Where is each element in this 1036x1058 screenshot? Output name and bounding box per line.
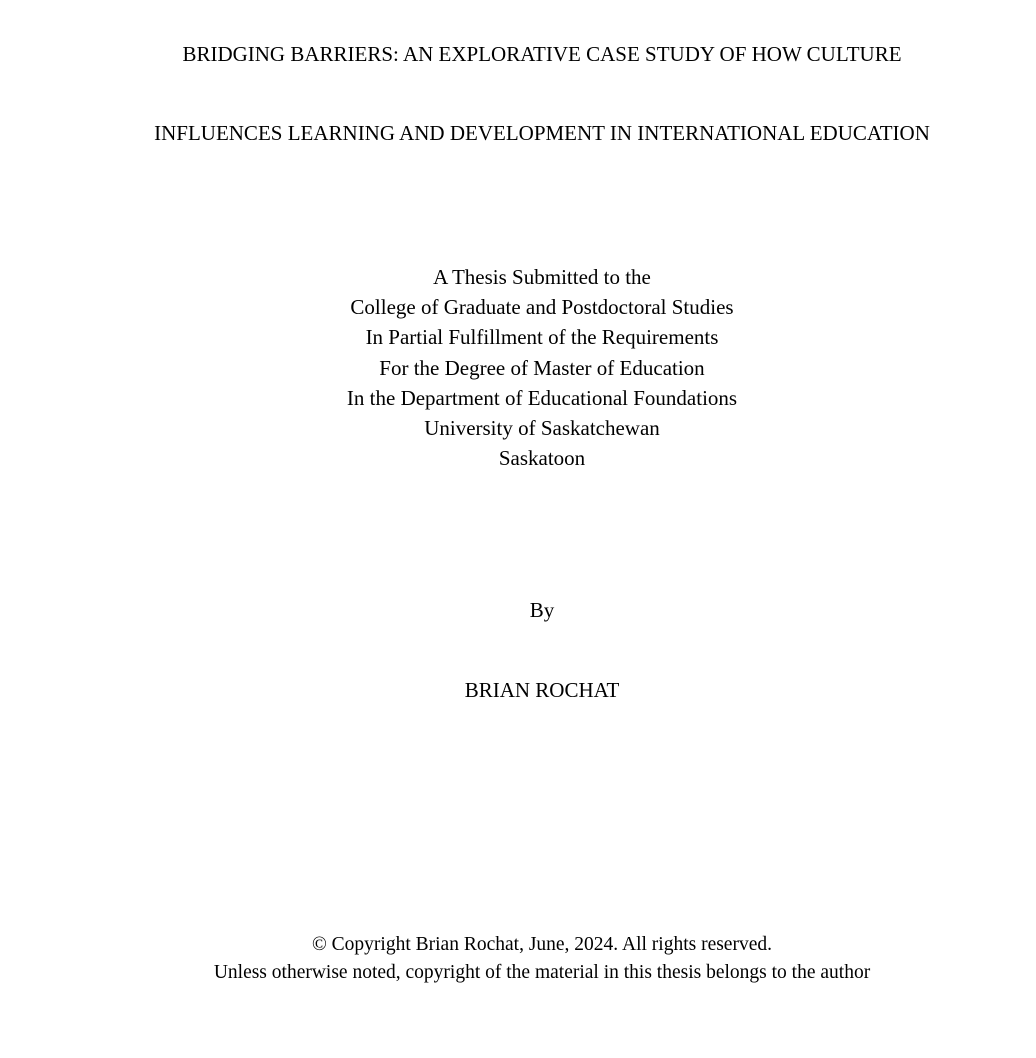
submission-line: College of Graduate and Postdoctoral Studies: [350, 295, 734, 320]
copyright-line-2: Unless otherwise noted, copyright of the material in this thesis belongs to the author: [213, 962, 871, 983]
submission-line: For the Degree of Master of Education: [379, 355, 705, 380]
submission-statement: [0, 262, 1036, 473]
copyright-line-1: © Copyright Brian Rochat, June, 2024. All rights reserved.: [311, 934, 772, 955]
copyright-notice: [0, 931, 1036, 987]
submission-line: In the Department of Educational Foundations: [346, 385, 738, 410]
submission-line: Saskatoon: [498, 446, 586, 471]
submission-line: A Thesis Submitted to the: [433, 265, 651, 289]
submission-line: University of Saskatchewan: [424, 416, 660, 441]
submission-line: In Partial Fulfillment of the Requirements: [365, 325, 719, 350]
byline-by: By: [529, 598, 555, 622]
title-line-1: BRIDGING BARRIERS: AN EXPLORATIVE CASE STUDY OF HOW CULTURE: [182, 42, 902, 66]
author-name: BRIAN ROCHAT: [464, 678, 620, 702]
title-line-2: INFLUENCES LEARNING AND DEVELOPMENT IN INTERNATIONAL EDUCATION: [154, 121, 930, 145]
